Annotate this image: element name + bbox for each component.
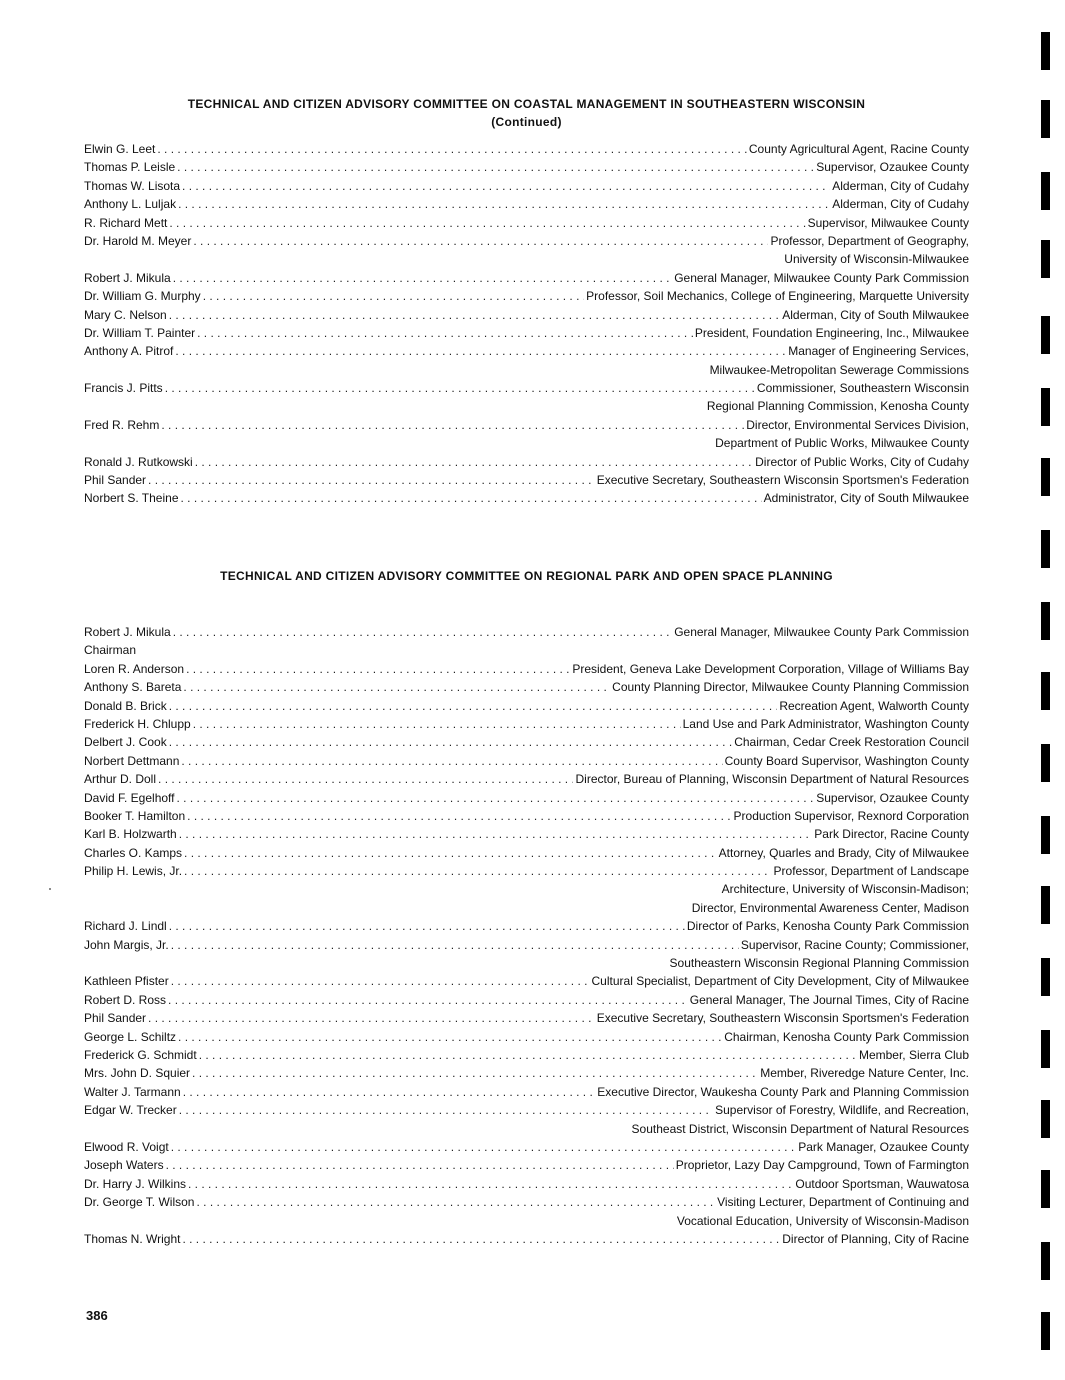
member-entry xyxy=(84,623,969,660)
edge-mark xyxy=(1041,458,1050,496)
member-line xyxy=(84,1193,969,1211)
member-entry xyxy=(84,1064,969,1082)
dot-leader xyxy=(182,177,830,195)
committee-list-park xyxy=(84,623,969,1248)
member-name: Mrs. John D. Squier xyxy=(84,1066,191,1081)
member-affiliation: Visiting Lecturer, Department of Continuing and xyxy=(717,1195,969,1210)
member-affiliation: Professor, Department of Landscape xyxy=(773,864,969,879)
member-affiliation: Professor, Soil Mechanics, College of Engineering, Marquette University xyxy=(586,289,969,304)
member-entry xyxy=(84,416,969,453)
member-name: Ronald J. Rutkowski xyxy=(84,454,193,469)
member-entry xyxy=(84,214,969,232)
page-number: 386 xyxy=(86,1308,108,1323)
dot-leader xyxy=(148,471,595,489)
member-line xyxy=(84,1009,969,1027)
member-entry xyxy=(84,269,969,287)
dot-leader xyxy=(179,825,813,843)
dot-leader xyxy=(169,214,805,232)
member-name: Francis J. Pitts xyxy=(84,381,163,396)
edge-mark xyxy=(1041,1170,1050,1208)
edge-mark xyxy=(1041,316,1050,354)
member-name: Thomas W. Lisota xyxy=(84,178,181,193)
member-entry xyxy=(84,917,969,935)
member-affiliation-continued: Regional Planning Commission, Kenosha County xyxy=(706,399,969,414)
edge-mark xyxy=(1041,240,1050,278)
member-entry xyxy=(84,177,969,195)
member-line xyxy=(84,844,969,862)
member-line xyxy=(84,269,969,287)
member-name: Anthony A. Pitrof xyxy=(84,344,174,359)
member-affiliation: President, Foundation Engineering, Inc., Milwaukee xyxy=(694,325,969,340)
dot-leader xyxy=(169,697,778,715)
member-affiliation: Supervisor of Forestry, Wildlife, and Recreation, xyxy=(715,1103,969,1118)
member-line xyxy=(84,1028,969,1046)
dot-leader xyxy=(181,752,722,770)
member-name: Dr. Harry J. Wilkins xyxy=(84,1176,186,1191)
member-line xyxy=(84,158,969,176)
member-affiliation-continued: Milwaukee-Metropolitan Sewerage Commissions xyxy=(709,362,969,377)
member-affiliation: Administrator, City of South Milwaukee xyxy=(763,491,969,506)
dot-leader xyxy=(148,1009,595,1027)
member-entry xyxy=(84,1175,969,1193)
member-entry xyxy=(84,1101,969,1138)
member-name: Dr. William T. Painter xyxy=(84,325,196,340)
scan-speck xyxy=(49,888,51,890)
edge-mark xyxy=(1041,32,1050,70)
member-line xyxy=(84,733,969,751)
member-line xyxy=(84,342,969,360)
member-line xyxy=(84,715,969,733)
dot-leader xyxy=(177,158,814,176)
dot-leader xyxy=(169,917,685,935)
member-entry xyxy=(84,807,969,825)
member-affiliation: Outdoor Sportsman, Wauwatosa xyxy=(795,1176,969,1191)
member-affiliation: General Manager, Milwaukee County Park Commission xyxy=(674,270,969,285)
member-affiliation: County Agricultural Agent, Racine County xyxy=(748,142,969,156)
member-name: Edgar W. Trecker xyxy=(84,1103,177,1118)
member-name: Fred R. Rehm xyxy=(84,417,160,432)
dot-leader xyxy=(184,862,772,880)
edge-mark xyxy=(1041,886,1050,924)
member-entry xyxy=(84,287,969,305)
member-name: R. Richard Mett xyxy=(84,215,168,230)
member-entry xyxy=(84,660,969,678)
dot-leader xyxy=(188,1175,793,1193)
member-affiliation-continued: Architecture, University of Wisconsin-Madison; xyxy=(721,882,969,897)
dot-leader xyxy=(197,324,693,342)
member-affiliation: Commissioner, Southeastern Wisconsin xyxy=(756,381,969,396)
member-entry xyxy=(84,489,969,507)
dot-leader xyxy=(196,1193,715,1211)
member-affiliation: Executive Director, Waukesha County Park and Planning Commission xyxy=(597,1084,969,1099)
dot-leader xyxy=(184,844,717,862)
member-name: Kathleen Pfister xyxy=(84,974,169,989)
member-name: Charles O. Kamps xyxy=(84,845,183,860)
member-name: David F. Egelhoff xyxy=(84,790,175,805)
member-entry xyxy=(84,1230,969,1248)
member-affiliation: Director of Planning, City of Racine xyxy=(782,1231,969,1246)
dot-leader xyxy=(166,1156,674,1174)
member-line xyxy=(84,1156,969,1174)
member-name: Philip H. Lewis, Jr. xyxy=(84,864,183,879)
member-affiliation: Executive Secretary, Southeastern Wisconsin Sportsmen's Federation xyxy=(596,1011,969,1026)
member-entry xyxy=(84,1046,969,1064)
member-line xyxy=(84,1083,969,1101)
section-title-line: TECHNICAL AND CITIZEN ADVISORY COMMITTEE ON REGIONAL PARK AND OPEN SPACE PLANNING xyxy=(220,569,833,583)
member-line xyxy=(84,214,969,232)
member-entry xyxy=(84,453,969,471)
member-affiliation: Alderman, City of Cudahy xyxy=(832,197,969,212)
member-line xyxy=(84,936,969,954)
member-affiliation: Cultural Specialist, Department of City Development, City of Milwaukee xyxy=(591,974,969,989)
member-affiliation: Director of Public Works, City of Cudahy xyxy=(755,454,969,469)
member-name: Joseph Waters xyxy=(84,1158,164,1173)
member-entry xyxy=(84,1156,969,1174)
edge-mark xyxy=(1041,100,1050,138)
dot-leader xyxy=(179,1101,713,1119)
edge-mark xyxy=(1041,1312,1050,1350)
member-name: Norbert S. Theine xyxy=(84,491,179,506)
member-entry xyxy=(84,342,969,379)
member-affiliation: Recreation Agent, Walworth County xyxy=(779,698,969,713)
member-line xyxy=(84,1101,969,1119)
member-name: Robert J. Mikula xyxy=(84,270,171,285)
member-name: Walter J. Tarmann xyxy=(84,1084,181,1099)
member-line xyxy=(84,287,969,305)
dot-leader xyxy=(161,416,744,434)
member-affiliation: Alderman, City of South Milwaukee xyxy=(782,307,969,322)
member-affiliation-continued: Vocational Education, University of Wisconsin-Madison xyxy=(676,1213,969,1228)
dot-leader xyxy=(193,232,768,250)
member-entry xyxy=(84,140,969,158)
member-entry xyxy=(84,752,969,770)
member-entry xyxy=(84,936,969,973)
member-name: Elwin G. Leet xyxy=(84,142,156,156)
member-entry xyxy=(84,379,969,416)
member-entry xyxy=(84,195,969,213)
edge-mark xyxy=(1041,1030,1050,1068)
member-affiliation: President, Geneva Lake Development Corporation, Village of Williams Bay xyxy=(572,661,969,676)
member-name: Loren R. Anderson xyxy=(84,661,185,676)
dot-leader xyxy=(181,489,762,507)
dot-leader xyxy=(183,678,610,696)
dot-leader xyxy=(165,379,755,397)
member-line xyxy=(84,1230,969,1248)
member-line xyxy=(84,379,969,397)
member-name: Frederick H. Chlupp xyxy=(84,716,191,731)
section-title-line: TECHNICAL AND CITIZEN ADVISORY COMMITTEE ON COASTAL MANAGEMENT IN SOUTHEASTERN WISCONSIN xyxy=(187,97,866,111)
member-line xyxy=(84,1175,969,1193)
edge-mark xyxy=(1041,602,1050,640)
member-entry xyxy=(84,825,969,843)
dot-leader xyxy=(193,715,681,733)
section-title-continued: (Continued) xyxy=(491,115,562,129)
edge-mark xyxy=(1041,958,1050,996)
member-name: John Margis, Jr. xyxy=(84,937,169,952)
member-name: Robert D. Ross xyxy=(84,992,167,1007)
dot-leader xyxy=(157,140,747,158)
member-line xyxy=(84,453,969,471)
member-line xyxy=(84,789,969,807)
member-line xyxy=(84,306,969,324)
section-title-coastal xyxy=(84,95,969,131)
member-affiliation: General Manager, The Journal Times, City of Racine xyxy=(689,992,969,1007)
member-name: Dr. Harold M. Meyer xyxy=(84,233,192,248)
member-affiliation: Member, Sierra Club xyxy=(858,1047,969,1062)
member-affiliation-continued: Department of Public Works, Milwaukee County xyxy=(715,436,969,451)
member-line xyxy=(84,862,969,880)
member-affiliation: Supervisor, Racine County; Commissioner, xyxy=(740,937,969,952)
dot-leader xyxy=(182,1230,780,1248)
dot-leader xyxy=(175,342,786,360)
member-affiliation: County Board Supervisor, Washington County xyxy=(724,753,969,768)
member-affiliation-continued: Southeastern Wisconsin Regional Planning Commission xyxy=(669,956,969,971)
member-affiliation: Director, Environmental Services Division, xyxy=(746,417,969,432)
member-line xyxy=(84,660,969,678)
member-entry xyxy=(84,844,969,862)
member-name: Booker T. Hamilton xyxy=(84,808,186,823)
member-line xyxy=(84,1064,969,1082)
member-affiliation: Land Use and Park Administrator, Washington County xyxy=(682,716,969,731)
member-affiliation: Park Director, Racine County xyxy=(814,827,969,842)
member-affiliation: County Planning Director, Milwaukee County Planning Commission xyxy=(612,680,969,695)
member-entry xyxy=(84,306,969,324)
dot-leader xyxy=(171,1138,797,1156)
member-name: Thomas N. Wright xyxy=(84,1231,181,1246)
member-name: Mary C. Nelson xyxy=(84,307,167,322)
edge-mark xyxy=(1041,1100,1050,1138)
member-name: Phil Sander xyxy=(84,473,147,488)
member-line xyxy=(84,697,969,715)
member-name: Anthony S. Bareta xyxy=(84,680,182,695)
edge-mark xyxy=(1041,816,1050,854)
member-affiliation: Proprietor, Lazy Day Campground, Town of Farmington xyxy=(675,1158,969,1173)
member-name: Richard J. Lindl xyxy=(84,919,167,934)
dot-leader xyxy=(186,660,570,678)
member-affiliation: Director of Parks, Kenosha County Park Commission xyxy=(686,919,969,934)
member-affiliation: General Manager, Milwaukee County Park Commission xyxy=(674,625,969,639)
dot-leader xyxy=(178,195,830,213)
member-line xyxy=(84,195,969,213)
dot-leader xyxy=(192,1064,758,1082)
edge-mark xyxy=(1041,530,1050,568)
member-affiliation: Supervisor, Ozaukee County xyxy=(816,790,969,805)
member-name: Frederick G. Schmidt xyxy=(84,1047,197,1062)
member-line xyxy=(84,807,969,825)
member-affiliation: Chairman, Cedar Creek Restoration Council xyxy=(734,735,969,750)
member-name: Arthur D. Doll xyxy=(84,772,157,787)
dot-leader xyxy=(178,1028,722,1046)
member-affiliation: Chairman, Kenosha County Park Commission xyxy=(724,1029,969,1044)
edge-mark xyxy=(1041,388,1050,426)
member-name: Dr. George T. Wilson xyxy=(84,1195,195,1210)
dot-leader xyxy=(171,936,739,954)
member-line xyxy=(84,489,969,507)
member-line xyxy=(84,416,969,434)
member-affiliation: Supervisor, Milwaukee County xyxy=(807,215,969,230)
member-line xyxy=(84,917,969,935)
member-line xyxy=(84,770,969,788)
dot-leader xyxy=(187,807,731,825)
dot-leader xyxy=(203,287,584,305)
member-line xyxy=(84,471,969,489)
edge-mark xyxy=(1041,172,1050,210)
member-entry xyxy=(84,770,969,788)
member-name: Anthony L. Luljak xyxy=(84,197,177,212)
member-entry xyxy=(84,991,969,1009)
member-line xyxy=(84,752,969,770)
edge-mark xyxy=(1041,1242,1050,1280)
member-entry xyxy=(84,158,969,176)
member-entry xyxy=(84,678,969,696)
member-affiliation: Production Supervisor, Rexnord Corporation xyxy=(733,808,969,823)
dot-leader xyxy=(177,789,815,807)
dot-leader xyxy=(183,1083,596,1101)
member-name: Robert J. Mikula xyxy=(84,625,171,639)
member-entry xyxy=(84,715,969,733)
member-entry xyxy=(84,697,969,715)
member-line xyxy=(84,623,969,641)
member-entry xyxy=(84,862,969,917)
member-entry xyxy=(84,324,969,342)
dot-leader xyxy=(168,991,688,1009)
member-entry xyxy=(84,1028,969,1046)
member-line xyxy=(84,324,969,342)
member-line xyxy=(84,825,969,843)
member-entry xyxy=(84,232,969,269)
committee-list-coastal xyxy=(84,140,969,508)
member-entry xyxy=(84,972,969,990)
member-affiliation: Manager of Engineering Services, xyxy=(788,344,969,359)
member-title: Chairman xyxy=(84,643,137,658)
member-entry xyxy=(84,1083,969,1101)
edge-mark xyxy=(1041,672,1050,710)
member-affiliation: Professor, Department of Geography, xyxy=(770,233,969,248)
dot-leader xyxy=(169,733,733,751)
member-affiliation: Supervisor, Ozaukee County xyxy=(816,160,969,175)
member-affiliation: Alderman, City of Cudahy xyxy=(832,178,969,193)
member-affiliation: Attorney, Quarles and Brady, City of Milwaukee xyxy=(718,845,969,860)
member-affiliation: Director, Bureau of Planning, Wisconsin Department of Natural Resources xyxy=(575,772,969,787)
member-affiliation-continued: Director, Environmental Awareness Center, Madison xyxy=(691,900,969,915)
member-line xyxy=(84,177,969,195)
dot-leader xyxy=(173,623,673,641)
member-name: George L. Schiltz xyxy=(84,1029,177,1044)
member-name: Norbert Dettmann xyxy=(84,753,180,768)
member-line xyxy=(84,991,969,1009)
member-affiliation: Member, Riveredge Nature Center, Inc. xyxy=(760,1066,969,1081)
dot-leader xyxy=(195,453,753,471)
member-affiliation-continued: Southeast District, Wisconsin Department of Natural Resources xyxy=(631,1121,969,1136)
member-name: Phil Sander xyxy=(84,1011,147,1026)
member-line xyxy=(84,232,969,250)
member-name: Delbert J. Cook xyxy=(84,735,167,750)
member-entry xyxy=(84,1009,969,1027)
dot-leader xyxy=(158,770,573,788)
member-line xyxy=(84,678,969,696)
member-name: Karl B. Holzwarth xyxy=(84,827,177,842)
member-affiliation: Park Manager, Ozaukee County xyxy=(798,1139,969,1154)
member-name: Donald B. Brick xyxy=(84,698,167,713)
member-affiliation-continued: University of Wisconsin-Milwaukee xyxy=(784,252,969,267)
member-line xyxy=(84,140,969,158)
dot-leader xyxy=(171,972,590,990)
member-entry xyxy=(84,1138,969,1156)
edge-mark xyxy=(1041,744,1050,782)
section-title-park xyxy=(84,567,969,585)
member-name: Elwood R. Voigt xyxy=(84,1139,169,1154)
member-entry xyxy=(84,789,969,807)
member-entry xyxy=(84,733,969,751)
member-line xyxy=(84,972,969,990)
member-line xyxy=(84,1138,969,1156)
dot-leader xyxy=(173,269,673,287)
dot-leader xyxy=(199,1046,857,1064)
member-name: Thomas P. Leisle xyxy=(84,160,176,175)
dot-leader xyxy=(169,306,781,324)
member-affiliation: Executive Secretary, Southeastern Wisconsin Sportsmen's Federation xyxy=(596,473,969,488)
member-line xyxy=(84,1046,969,1064)
member-entry xyxy=(84,1193,969,1230)
member-entry xyxy=(84,471,969,489)
member-name: Dr. William G. Murphy xyxy=(84,289,201,304)
